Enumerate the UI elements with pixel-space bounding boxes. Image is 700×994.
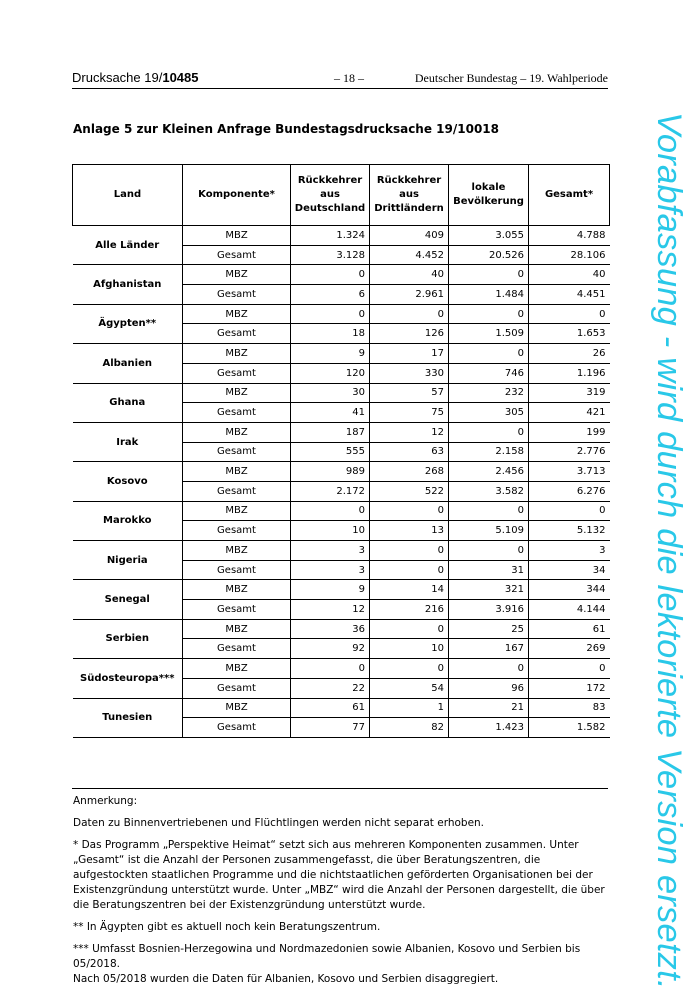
table-row [73, 698, 610, 718]
cell-komponente: Gesamt [183, 403, 291, 423]
notes-divider [72, 788, 608, 789]
cell-value: 421 [529, 403, 610, 423]
cell-value: 3 [291, 560, 370, 580]
cell-value: 3.713 [529, 462, 610, 482]
cell-komponente: MBZ [183, 501, 291, 521]
cell-value: 199 [529, 422, 610, 442]
cell-land: Irak [73, 422, 183, 461]
cell-value: 82 [370, 718, 449, 738]
table-row [73, 226, 610, 246]
cell-value: 10 [291, 521, 370, 541]
cell-value: 40 [370, 265, 449, 285]
cell-value: 9 [291, 344, 370, 364]
cell-value: 268 [370, 462, 449, 482]
cell-value: 1.196 [529, 363, 610, 383]
cell-land: Alle Länder [73, 226, 183, 265]
doc-label: Drucksache [72, 70, 141, 85]
cell-value: 0 [449, 265, 529, 285]
cell-value: 0 [529, 304, 610, 324]
cell-value: 305 [449, 403, 529, 423]
cell-value: 75 [370, 403, 449, 423]
table-row [73, 580, 610, 600]
cell-komponente: Gesamt [183, 678, 291, 698]
cell-value: 20.526 [449, 245, 529, 265]
cell-value: 0 [370, 560, 449, 580]
cell-komponente: MBZ [183, 580, 291, 600]
cell-value: 6.276 [529, 481, 610, 501]
cell-value: 12 [370, 422, 449, 442]
cell-value: 2.456 [449, 462, 529, 482]
cell-komponente: MBZ [183, 698, 291, 718]
cell-value: 0 [291, 265, 370, 285]
cell-value: 746 [449, 363, 529, 383]
cell-value: 989 [291, 462, 370, 482]
cell-komponente: Gesamt [183, 324, 291, 344]
cell-value: 126 [370, 324, 449, 344]
notes [73, 794, 609, 994]
cell-value: 0 [291, 304, 370, 324]
cell-value: 3 [291, 541, 370, 561]
page-header [72, 70, 608, 89]
cell-value: 61 [529, 619, 610, 639]
cell-value: 269 [529, 639, 610, 659]
cell-value: 1.582 [529, 718, 610, 738]
cell-value: 3.916 [449, 600, 529, 620]
note-3: ** In Ägypten gibt es aktuell noch kein Beratungszentrum. [73, 921, 381, 933]
document-number [72, 70, 199, 85]
table-row [73, 422, 610, 442]
note-4 [73, 942, 609, 987]
table-row [73, 619, 610, 639]
cell-value: 2.172 [291, 481, 370, 501]
cell-value: 0 [370, 541, 449, 561]
cell-komponente: Gesamt [183, 363, 291, 383]
cell-value: 0 [449, 344, 529, 364]
cell-komponente: MBZ [183, 304, 291, 324]
cell-komponente: MBZ [183, 659, 291, 679]
cell-value: 34 [529, 560, 610, 580]
cell-value: 18 [291, 324, 370, 344]
cell-komponente: Gesamt [183, 285, 291, 305]
cell-value: 555 [291, 442, 370, 462]
cell-land: Nigeria [73, 541, 183, 580]
cell-value: 9 [291, 580, 370, 600]
cell-value: 232 [449, 383, 529, 403]
cell-value: 61 [291, 698, 370, 718]
cell-land: Ghana [73, 383, 183, 422]
header-land: Land [73, 165, 183, 226]
cell-value: 4.788 [529, 226, 610, 246]
cell-komponente: MBZ [183, 226, 291, 246]
cell-value: 330 [370, 363, 449, 383]
cell-value: 31 [449, 560, 529, 580]
notes-heading: Anmerkung: [73, 795, 138, 807]
header-lokale-bevoelkerung: lokale Bevölkerung [449, 165, 529, 226]
cell-value: 21 [449, 698, 529, 718]
cell-land: Serbien [73, 619, 183, 658]
cell-komponente: Gesamt [183, 245, 291, 265]
cell-land: Marokko [73, 501, 183, 540]
cell-value: 0 [529, 501, 610, 521]
header-rueckkehrer-deutschland: Rückkehrer aus Deutschland [291, 165, 370, 226]
cell-value: 409 [370, 226, 449, 246]
doc-series: 19/ [144, 70, 163, 85]
cell-value: 5.132 [529, 521, 610, 541]
cell-value: 0 [449, 304, 529, 324]
table-row [73, 304, 610, 324]
cell-value: 522 [370, 481, 449, 501]
doc-number: 10485 [162, 70, 199, 85]
table-row [73, 383, 610, 403]
note-1: Daten zu Binnenvertriebenen und Flüchtlingen werden nicht separat erhoben. [73, 817, 485, 829]
cell-value: 0 [449, 422, 529, 442]
cell-komponente: MBZ [183, 619, 291, 639]
table-row [73, 501, 610, 521]
cell-value: 26 [529, 344, 610, 364]
cell-value: 0 [370, 304, 449, 324]
cell-value: 17 [370, 344, 449, 364]
cell-land: Tunesien [73, 698, 183, 737]
cell-value: 1 [370, 698, 449, 718]
cell-value: 2.158 [449, 442, 529, 462]
header-rueckkehrer-drittlaender: Rückkehrer aus Drittländern [370, 165, 449, 226]
table-body [73, 226, 610, 738]
cell-value: 10 [370, 639, 449, 659]
cell-value: 4.451 [529, 285, 610, 305]
cell-value: 96 [449, 678, 529, 698]
cell-value: 1.484 [449, 285, 529, 305]
cell-value: 5.109 [449, 521, 529, 541]
cell-value: 36 [291, 619, 370, 639]
cell-komponente: Gesamt [183, 560, 291, 580]
cell-value: 1.423 [449, 718, 529, 738]
cell-value: 0 [449, 659, 529, 679]
cell-komponente: Gesamt [183, 481, 291, 501]
cell-value: 1.653 [529, 324, 610, 344]
table-row [73, 541, 610, 561]
cell-value: 12 [291, 600, 370, 620]
cell-value: 57 [370, 383, 449, 403]
cell-land: Südosteuropa*** [73, 659, 183, 698]
cell-value: 0 [370, 619, 449, 639]
table-row [73, 265, 610, 285]
cell-value: 0 [291, 659, 370, 679]
cell-value: 6 [291, 285, 370, 305]
cell-value: 13 [370, 521, 449, 541]
note-4b: Nach 05/2018 wurden die Daten für Albanien, Kosovo und Serbien disaggregiert. [73, 973, 499, 985]
cell-value: 344 [529, 580, 610, 600]
cell-komponente: Gesamt [183, 521, 291, 541]
institution: Deutscher Bundestag – 19. Wahlperiode [414, 71, 608, 85]
cell-land: Albanien [73, 344, 183, 383]
cell-komponente: Gesamt [183, 442, 291, 462]
cell-value: 25 [449, 619, 529, 639]
cell-value: 28.106 [529, 245, 610, 265]
header-komponente: Komponente* [183, 165, 291, 226]
cell-value: 0 [449, 501, 529, 521]
cell-value: 3.128 [291, 245, 370, 265]
data-table [72, 164, 610, 738]
cell-value: 3.055 [449, 226, 529, 246]
cell-value: 83 [529, 698, 610, 718]
cell-komponente: MBZ [183, 344, 291, 364]
cell-value: 14 [370, 580, 449, 600]
cell-value: 172 [529, 678, 610, 698]
note-4a: *** Umfasst Bosnien-Herzegowina und Nordmazedonien sowie Albanien, Kosovo und Serbien bis 05/2018. [73, 943, 581, 970]
cell-komponente: Gesamt [183, 718, 291, 738]
cell-komponente: MBZ [183, 541, 291, 561]
watermark-text: Vorabfassung - wird durch die lektorierte Version ersetzt. [650, 112, 688, 990]
cell-value: 40 [529, 265, 610, 285]
cell-value: 167 [449, 639, 529, 659]
cell-value: 3 [529, 541, 610, 561]
cell-land: Kosovo [73, 462, 183, 501]
cell-value: 2.776 [529, 442, 610, 462]
cell-value: 54 [370, 678, 449, 698]
cell-komponente: MBZ [183, 422, 291, 442]
cell-land: Senegal [73, 580, 183, 619]
cell-land: Afghanistan [73, 265, 183, 304]
cell-value: 216 [370, 600, 449, 620]
cell-value: 63 [370, 442, 449, 462]
cell-value: 4.452 [370, 245, 449, 265]
cell-value: 92 [291, 639, 370, 659]
cell-value: 1.324 [291, 226, 370, 246]
annex-title: Anlage 5 zur Kleinen Anfrage Bundestagsdrucksache 19/10018 [73, 122, 499, 136]
cell-value: 1.509 [449, 324, 529, 344]
cell-value: 321 [449, 580, 529, 600]
cell-komponente: Gesamt [183, 639, 291, 659]
cell-value: 120 [291, 363, 370, 383]
watermark [644, 112, 690, 990]
cell-value: 0 [291, 501, 370, 521]
cell-value: 319 [529, 383, 610, 403]
table-row [73, 659, 610, 679]
cell-value: 0 [529, 659, 610, 679]
cell-value: 2.961 [370, 285, 449, 305]
cell-value: 30 [291, 383, 370, 403]
cell-komponente: MBZ [183, 383, 291, 403]
page-number: – 18 – [334, 71, 364, 85]
cell-value: 4.144 [529, 600, 610, 620]
cell-komponente: MBZ [183, 265, 291, 285]
cell-value: 77 [291, 718, 370, 738]
cell-komponente: Gesamt [183, 600, 291, 620]
cell-value: 22 [291, 678, 370, 698]
cell-value: 187 [291, 422, 370, 442]
cell-value: 0 [370, 501, 449, 521]
table-row [73, 462, 610, 482]
cell-komponente: MBZ [183, 462, 291, 482]
table-row [73, 344, 610, 364]
cell-value: 3.582 [449, 481, 529, 501]
cell-value: 0 [370, 659, 449, 679]
cell-land: Ägypten** [73, 304, 183, 343]
table-header-row [73, 165, 610, 226]
note-2: * Das Programm „Perspektive Heimat“ setzt sich aus mehreren Komponenten zusammen. Unter „Gesamt“ ist die Anzahl der Personen zusammengefasst, die über Beratungszentren, die aufgestockten staatlichen Programme und die nichtstaatlichen geförderten Organisationen bei der Existenzgründung unterstützt wurde. Unter „MBZ“ wird die Anzahl der Personen dargestellt, die über die Beratungszentren bei der Existenzgründung unterstützt wurde. [73, 839, 605, 911]
cell-value: 41 [291, 403, 370, 423]
header-gesamt: Gesamt* [529, 165, 610, 226]
cell-value: 0 [449, 541, 529, 561]
